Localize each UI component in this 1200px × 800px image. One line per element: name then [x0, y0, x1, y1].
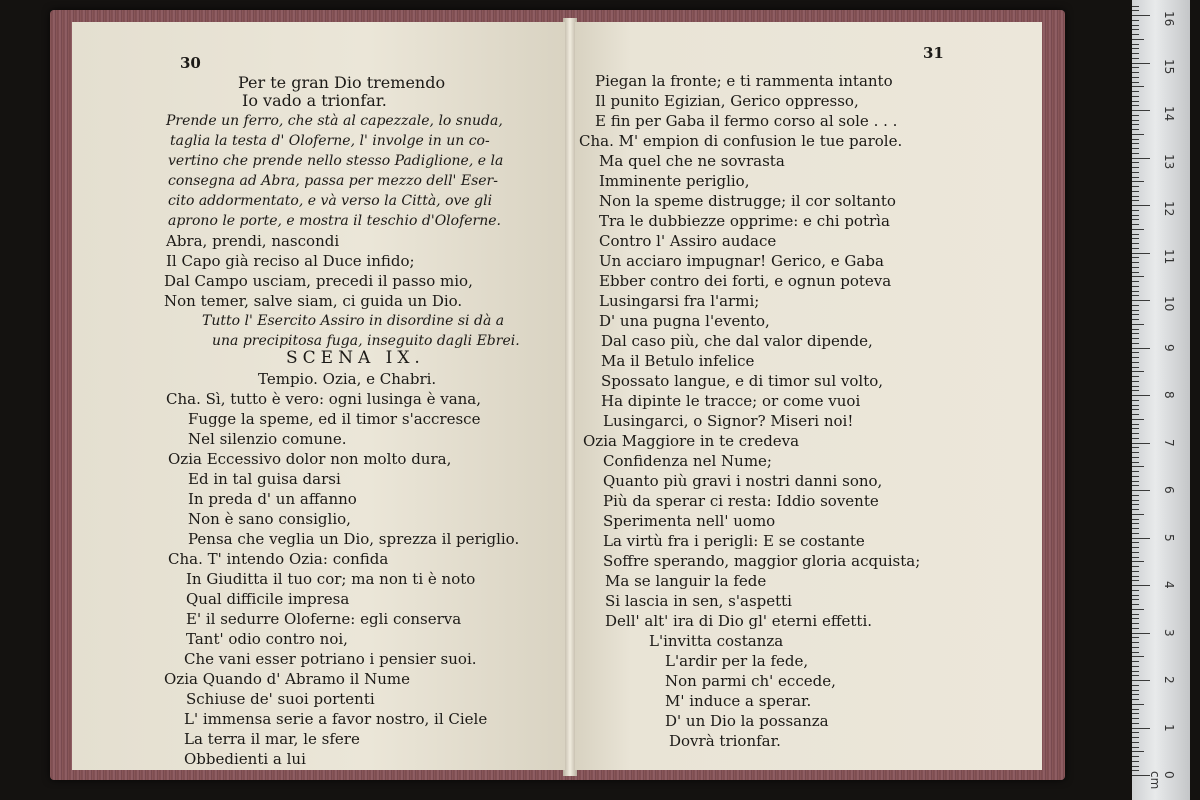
ruler-tick [1132, 120, 1139, 121]
stage-direction: consegna ad Abra, passa per mezzo dell' Eser- [168, 173, 498, 189]
ruler-tick [1132, 490, 1150, 491]
ruler-tick [1132, 637, 1139, 638]
ruler-tick [1132, 324, 1144, 325]
ruler-tick [1132, 756, 1139, 757]
ruler-tick [1132, 538, 1150, 539]
ruler-tick [1132, 167, 1139, 168]
ruler-label: 2 [1162, 676, 1176, 684]
ruler-tick [1132, 452, 1139, 453]
verse-line: M' induce a sperar. [665, 692, 812, 710]
ruler-tick [1132, 557, 1139, 558]
ruler-tick [1132, 210, 1139, 211]
measurement-ruler [1132, 0, 1190, 800]
ruler-tick [1132, 291, 1139, 292]
scene-heading: SCENA IX. [286, 348, 425, 368]
ruler-tick [1132, 680, 1150, 681]
verse-line: Dovrà trionfar. [669, 732, 781, 750]
ruler-tick [1132, 542, 1139, 543]
ruler-tick [1132, 329, 1139, 330]
ruler-tick [1132, 67, 1139, 68]
text-line: Contro l' Assiro audace [599, 232, 777, 250]
ruler-tick [1132, 471, 1139, 472]
ruler-tick [1132, 352, 1139, 353]
ruler-tick [1132, 704, 1144, 705]
text-line: Per te gran Dio tremendo [238, 73, 446, 92]
stage-direction: vertino che prende nello stesso Padiglione, e la [168, 153, 504, 169]
ruler-tick [1132, 742, 1139, 743]
ruler-tick [1132, 276, 1144, 277]
stage-direction: Prende un ferro, che stà al capezzale, lo snuda, [166, 113, 503, 129]
ruler-tick [1132, 143, 1139, 144]
text-line: Nel silenzio comune. [188, 430, 347, 448]
ruler-label: 13 [1162, 153, 1176, 169]
text-line: Il Capo già reciso al Duce infido; [166, 252, 415, 270]
ruler-tick [1132, 523, 1139, 524]
ruler-label: 6 [1162, 486, 1176, 494]
ruler-tick [1132, 196, 1139, 197]
stage-direction: taglia la testa d' Oloferne, l' involge in un co- [170, 133, 490, 149]
ruler-tick [1132, 139, 1139, 140]
text-line: Imminente periglio, [599, 172, 750, 190]
text-line: E' il sedurre Oloferne: egli conserva [186, 610, 462, 628]
text-line: Ebber contro dei forti, e ognun poteva [599, 272, 892, 290]
ruler-tick [1132, 390, 1139, 391]
text-line: In Giuditta il tuo cor; ma non ti è noto [186, 570, 476, 588]
ruler-tick [1132, 414, 1139, 415]
ruler-tick [1132, 547, 1139, 548]
ruler-tick [1132, 238, 1139, 239]
ruler-tick [1132, 343, 1139, 344]
ruler-tick [1132, 428, 1139, 429]
ruler-tick [1132, 628, 1139, 629]
text-line: Non temer, salve siam, ci guida un Dio. [164, 292, 463, 310]
ruler-tick [1132, 63, 1150, 64]
text-line: Io vado a trionfar. [242, 91, 387, 110]
ruler-label: 15 [1162, 58, 1176, 74]
ruler-tick [1132, 576, 1139, 577]
dialogue-line: Cha. T' intendo Ozia: confida [168, 550, 389, 568]
ruler-tick [1132, 101, 1139, 102]
ruler-tick [1132, 661, 1139, 662]
ruler-tick [1132, 718, 1139, 719]
ruler-tick [1132, 438, 1139, 439]
ruler-label: 9 [1162, 343, 1176, 352]
ruler-tick [1132, 191, 1139, 192]
ruler-tick [1132, 314, 1139, 315]
ruler-tick [1132, 747, 1139, 748]
text-line: Ma se languir la fede [605, 572, 767, 590]
ruler-tick [1132, 215, 1139, 216]
text-line: Non è sano consiglio, [188, 510, 351, 528]
ruler-tick [1132, 561, 1144, 562]
ruler-tick [1132, 604, 1139, 605]
ruler-label: 1 [1162, 723, 1176, 732]
ruler-tick [1132, 713, 1139, 714]
ruler-tick [1132, 77, 1139, 78]
scene-setting: Tempio. Ozia, e Chabri. [258, 370, 437, 388]
ruler-tick [1132, 58, 1139, 59]
ruler-tick [1132, 595, 1139, 596]
text-line: Spossato langue, e di timor sul volto, [601, 372, 884, 390]
text-line: Obbedienti a lui [184, 750, 306, 768]
ruler-tick [1132, 514, 1144, 515]
text-line: La virtù fra i perigli: E se costante [603, 532, 865, 550]
text-line: Lusingarci, o Signor? Miseri noi! [603, 412, 854, 430]
ruler-tick [1132, 229, 1144, 230]
ruler-tick [1132, 666, 1139, 667]
ruler-tick [1132, 580, 1139, 581]
text-line: Quanto più gravi i nostri danni sono, [603, 472, 883, 490]
ruler-tick [1132, 319, 1139, 320]
ruler-tick [1132, 709, 1139, 710]
ruler-tick [1132, 272, 1139, 273]
ruler-tick [1132, 15, 1150, 16]
text-line: Soffre sperando, maggior gloria acquista; [603, 552, 921, 570]
ruler-tick [1132, 614, 1139, 615]
ruler-tick [1132, 770, 1139, 771]
ruler-tick [1132, 571, 1139, 572]
ruler-tick [1132, 115, 1139, 116]
dialogue-line: Ozia Maggiore in te credeva [583, 432, 800, 450]
ruler-tick [1132, 623, 1139, 624]
ruler-tick [1132, 386, 1139, 387]
ruler-tick [1132, 751, 1144, 752]
text-line: Si lascia in sen, s'aspetti [605, 592, 792, 610]
ruler-tick [1132, 310, 1139, 311]
ruler-tick [1132, 376, 1139, 377]
ruler-tick [1132, 29, 1139, 30]
ruler-tick [1132, 476, 1139, 477]
ruler-tick [1132, 519, 1139, 520]
text-line: Dell' alt' ira di Dio gl' eterni effetti. [605, 612, 873, 630]
ruler-label: 12 [1162, 201, 1176, 217]
dialogue-line: Ozia Quando d' Abramo il Nume [164, 670, 410, 688]
text-line: Dal Campo usciam, precedi il passo mio, [164, 272, 473, 290]
ruler-tick [1132, 110, 1150, 111]
ruler-tick [1132, 105, 1139, 106]
ruler-label: 11 [1162, 248, 1176, 264]
text-line: L' immensa serie a favor nostro, il Ciele [184, 710, 488, 728]
ruler-tick [1132, 732, 1139, 733]
text-line: Lusingarsi fra l'armi; [599, 292, 760, 310]
text-line: Ha dipinte le tracce; or come vuoi [601, 392, 861, 410]
stage-direction: aprono le porte, e mostra il teschio d'Oloferne. [168, 213, 501, 229]
ruler-label: 8 [1162, 391, 1176, 399]
ruler-tick [1132, 495, 1139, 496]
ruler-tick [1132, 409, 1139, 410]
ruler-tick [1132, 134, 1144, 135]
ruler-tick [1132, 590, 1139, 591]
ruler-tick [1132, 91, 1139, 92]
ruler-tick [1132, 20, 1139, 21]
ruler-tick [1132, 457, 1139, 458]
ruler-tick [1132, 642, 1139, 643]
ruler-tick [1132, 348, 1150, 349]
verse-line: D' un Dio la possanza [665, 712, 829, 730]
ruler-tick [1132, 699, 1139, 700]
text-line: Dal caso più, che dal valor dipende, [601, 332, 873, 350]
text-line: Qual difficile impresa [186, 590, 350, 608]
ruler-tick [1132, 72, 1139, 73]
ruler-tick [1132, 485, 1139, 486]
stage-direction: una precipitosa fuga, inseguito dagli Ebrei. [212, 333, 520, 349]
text-line: Ma quel che ne sovrasta [599, 152, 785, 170]
ruler-tick [1132, 737, 1139, 738]
right-page-number: 31 [923, 44, 944, 62]
ruler-tick [1132, 371, 1144, 372]
ruler-label: 16 [1162, 11, 1176, 27]
text-line: Sperimenta nell' uomo [603, 512, 776, 530]
ruler-label: 7 [1162, 438, 1176, 447]
ruler-tick [1132, 690, 1139, 691]
dialogue-line: Cha. Sì, tutto è vero: ogni lusinga è vana, [166, 390, 482, 408]
ruler-tick [1132, 177, 1139, 178]
text-line: In preda d' un affanno [188, 490, 357, 508]
ruler-tick [1132, 433, 1139, 434]
ruler-tick [1132, 528, 1139, 529]
ruler-tick [1132, 362, 1139, 363]
ruler-tick [1132, 405, 1139, 406]
ruler-tick [1132, 400, 1139, 401]
ruler-tick [1132, 728, 1150, 729]
ruler-tick [1132, 124, 1139, 125]
text-line: Piegan la fronte; e ti rammenta intanto [595, 72, 893, 90]
ruler-tick [1132, 462, 1139, 463]
ruler-label: 14 [1162, 106, 1176, 122]
dialogue-line: Cha. M' empion di confusion le tue parole. [579, 132, 903, 150]
ruler-tick [1132, 300, 1150, 301]
ruler-tick [1132, 44, 1139, 45]
ruler-tick [1132, 419, 1144, 420]
text-line: Confidenza nel Nume; [603, 452, 772, 470]
text-line: E fin per Gaba il fermo corso al sole . . . [595, 112, 898, 130]
ruler-tick [1132, 443, 1150, 444]
ruler-tick [1132, 162, 1139, 163]
ruler-tick [1132, 633, 1150, 634]
ruler-label: 0 cm [1148, 771, 1176, 790]
ruler-tick [1132, 286, 1139, 287]
ruler-tick [1132, 367, 1139, 368]
ruler-tick [1132, 504, 1139, 505]
ruler-label: 4 [1162, 581, 1176, 589]
ruler-tick [1132, 552, 1139, 553]
ruler-tick [1132, 694, 1139, 695]
ruler-tick [1132, 585, 1150, 586]
ruler-tick [1132, 53, 1139, 54]
ruler-tick [1132, 424, 1139, 425]
ruler-tick [1132, 181, 1144, 182]
ruler-tick [1132, 234, 1139, 235]
ruler-tick [1132, 10, 1139, 11]
left-page [72, 22, 565, 770]
ruler-tick [1132, 599, 1139, 600]
ruler-tick [1132, 200, 1139, 201]
ruler-tick [1132, 248, 1139, 249]
ruler-tick [1132, 172, 1139, 173]
text-line: D' una pugna l'evento, [599, 312, 770, 330]
ruler-tick [1132, 224, 1139, 225]
dialogue-line: Ozia Eccessivo dolor non molto dura, [168, 450, 452, 468]
ruler-tick [1132, 86, 1144, 87]
ruler-tick [1132, 281, 1139, 282]
ruler-tick [1132, 253, 1150, 254]
ruler-tick [1132, 500, 1139, 501]
text-line: Non la speme distrugge; il cor soltanto [599, 192, 896, 210]
right-page [575, 22, 1042, 770]
ruler-tick [1132, 305, 1139, 306]
ruler-tick [1132, 6, 1139, 7]
ruler-tick [1132, 481, 1139, 482]
ruler-tick [1132, 257, 1139, 258]
ruler-tick [1132, 723, 1139, 724]
ruler-tick [1132, 766, 1139, 767]
ruler-tick [1132, 267, 1139, 268]
ruler-tick [1132, 466, 1144, 467]
ruler-label: 3 [1162, 628, 1176, 637]
verse-line: L'ardir per la fede, [665, 652, 809, 670]
ruler-tick [1132, 48, 1139, 49]
text-line: Ed in tal guisa darsi [188, 470, 341, 488]
ruler-tick [1132, 357, 1139, 358]
ruler-tick [1132, 96, 1139, 97]
verse-line: Non parmi ch' eccede, [665, 672, 836, 690]
verse-line: L'invitta costanza [649, 632, 784, 650]
ruler-tick [1132, 243, 1139, 244]
ruler-tick [1132, 647, 1139, 648]
text-line: Schiuse de' suoi portenti [186, 690, 375, 708]
ruler-tick [1132, 153, 1139, 154]
ruler-tick [1132, 395, 1150, 396]
ruler-tick [1132, 262, 1139, 263]
ruler-tick [1132, 205, 1150, 206]
ruler-tick [1132, 447, 1139, 448]
ruler-tick [1132, 148, 1139, 149]
text-line: Che vani esser potriano i pensier suoi. [184, 650, 477, 668]
ruler-tick [1132, 685, 1139, 686]
ruler-tick [1132, 671, 1139, 672]
ruler-tick [1132, 219, 1139, 220]
stage-direction: cito addormentato, e và verso la Città, ove gli [168, 193, 493, 209]
ruler-tick [1132, 675, 1139, 676]
text-line: Ma il Betulo infelice [601, 352, 755, 370]
ruler-tick [1132, 566, 1139, 567]
ruler-tick [1132, 338, 1139, 339]
ruler-label: 10 [1162, 296, 1176, 312]
text-line: Fugge la speme, ed il timor s'accresce [188, 410, 481, 428]
ruler-tick [1132, 381, 1139, 382]
ruler-tick [1132, 761, 1139, 762]
text-line: Più da sperar ci resta: Iddio sovente [603, 492, 879, 510]
ruler-label: 5 [1162, 533, 1176, 542]
text-line: La terra il mar, le sfere [184, 730, 360, 748]
ruler-tick [1132, 618, 1139, 619]
ruler-tick [1132, 82, 1139, 83]
text-line: Pensa che veglia un Dio, sprezza il periglio. [188, 530, 520, 548]
text-line: Il punito Egizian, Gerico oppresso, [595, 92, 859, 110]
ruler-tick [1132, 609, 1144, 610]
text-line: Tra le dubbiezze opprime: e chi potrìa [599, 212, 890, 230]
text-line: Tant' odio contro noi, [186, 630, 348, 648]
ruler-tick [1132, 533, 1139, 534]
text-line: Abra, prendi, nascondi [166, 232, 340, 250]
left-page-number: 30 [180, 54, 201, 72]
ruler-tick [1132, 186, 1139, 187]
ruler-tick [1132, 129, 1139, 130]
ruler-tick [1132, 34, 1139, 35]
ruler-tick [1132, 158, 1150, 159]
text-line: Un acciaro impugnar! Gerico, e Gaba [599, 252, 884, 270]
ruler-tick [1132, 295, 1139, 296]
ruler-tick [1132, 509, 1139, 510]
stage-direction: Tutto l' Esercito Assiro in disordine si dà a [202, 313, 505, 329]
ruler-tick [1132, 25, 1139, 26]
ruler-tick [1132, 39, 1144, 40]
ruler-tick [1132, 656, 1144, 657]
ruler-tick [1132, 333, 1139, 334]
ruler-tick [1132, 652, 1139, 653]
